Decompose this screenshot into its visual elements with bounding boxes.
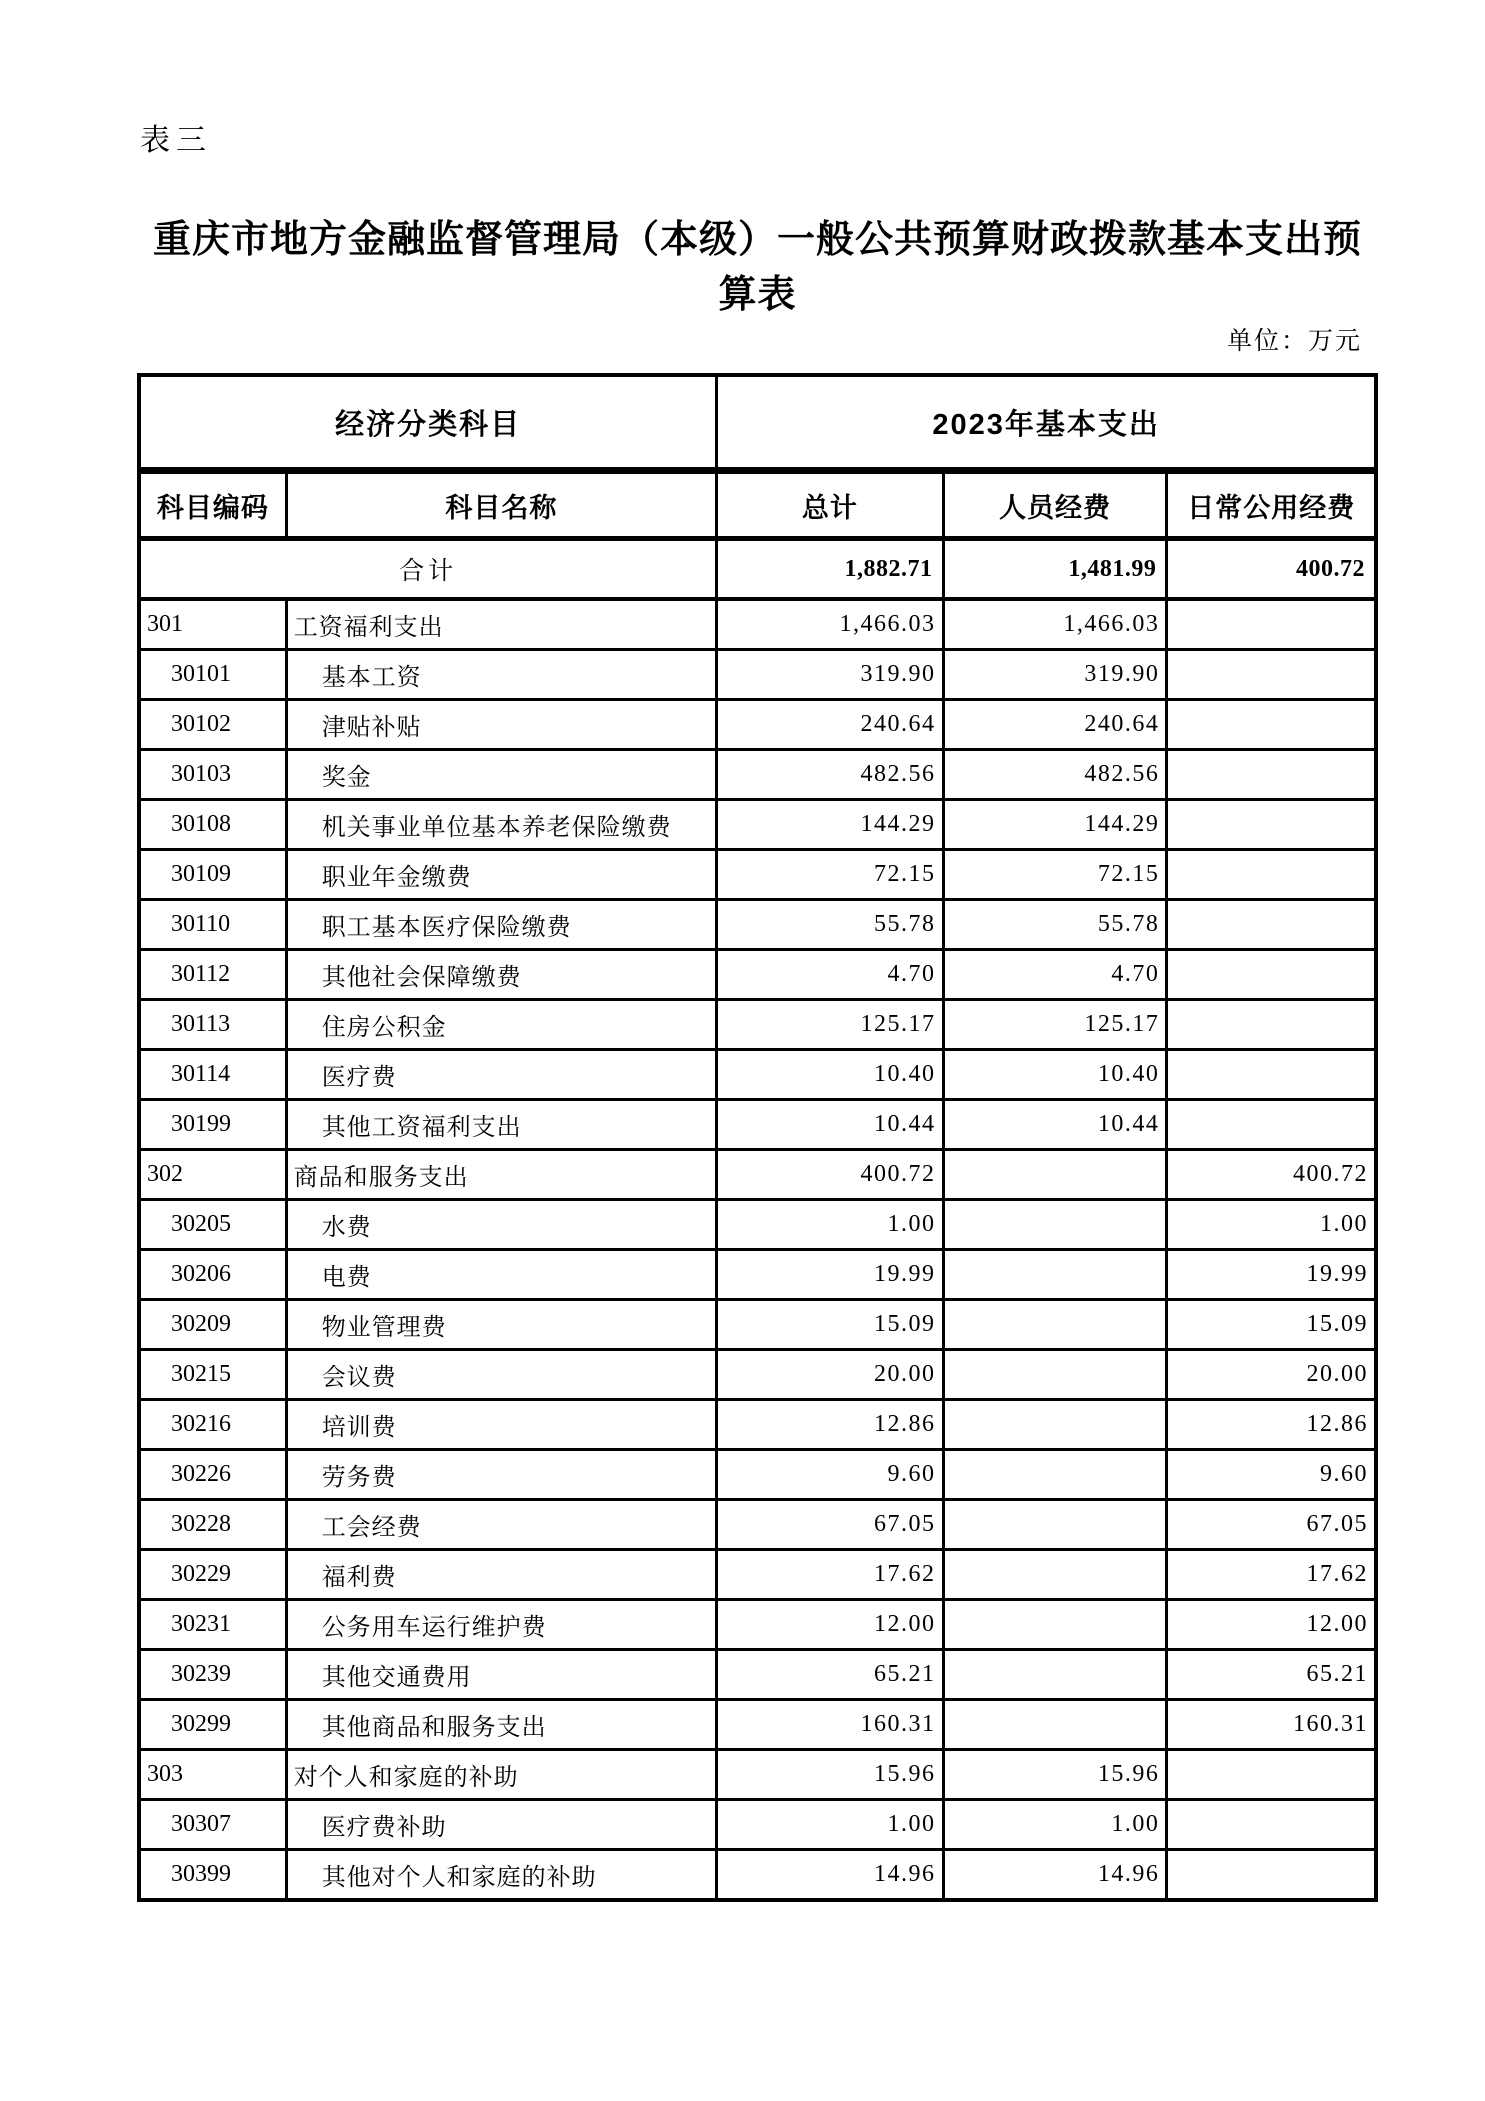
subject-code-cell: 302 (139, 1150, 286, 1200)
total-value-cell: 125.17 (717, 1000, 943, 1050)
col-header-total: 总计 (717, 471, 943, 539)
total-value-cell: 9.60 (717, 1450, 943, 1500)
total-value-cell: 144.29 (717, 800, 943, 850)
daily-value-cell (1167, 750, 1376, 800)
subject-code-cell: 30229 (139, 1550, 286, 1600)
subject-code-cell: 30112 (139, 950, 286, 1000)
daily-value-cell (1167, 850, 1376, 900)
daily-value-cell: 400.72 (1167, 1150, 1376, 1200)
subject-code-cell: 30109 (139, 850, 286, 900)
personnel-value-cell (943, 1250, 1167, 1300)
total-value-cell: 19.99 (717, 1250, 943, 1300)
subject-name-cell: 其他商品和服务支出 (286, 1700, 716, 1750)
table-row (139, 700, 1376, 750)
personnel-value-cell (943, 1550, 1167, 1600)
subject-code-cell: 30226 (139, 1450, 286, 1500)
personnel-value-cell: 319.90 (943, 650, 1167, 700)
personnel-value-cell (943, 1350, 1167, 1400)
daily-value-cell (1167, 599, 1376, 650)
total-value-cell: 160.31 (717, 1700, 943, 1750)
table-row (139, 1400, 1376, 1450)
subject-name-cell: 培训费 (286, 1400, 716, 1450)
subject-name-cell: 基本工资 (286, 650, 716, 700)
personnel-value-cell (943, 1300, 1167, 1350)
subject-code-cell: 30108 (139, 800, 286, 850)
total-value-cell: 14.96 (717, 1850, 943, 1901)
table-row (139, 1000, 1376, 1050)
daily-value-cell (1167, 900, 1376, 950)
subject-code-cell: 30101 (139, 650, 286, 700)
daily-value-cell: 19.99 (1167, 1250, 1376, 1300)
personnel-value-cell: 144.29 (943, 800, 1167, 850)
subject-name-cell: 其他交通费用 (286, 1650, 716, 1700)
total-row-label: 合计 (139, 539, 717, 600)
total-value-cell: 482.56 (717, 750, 943, 800)
personnel-value-cell (943, 1600, 1167, 1650)
total-row (139, 539, 1376, 600)
total-value-cell: 10.40 (717, 1050, 943, 1100)
table-row (139, 1250, 1376, 1300)
subject-name-cell: 其他对个人和家庭的补助 (286, 1850, 716, 1901)
daily-value-cell: 65.21 (1167, 1650, 1376, 1700)
total-value-cell: 1.00 (717, 1200, 943, 1250)
daily-value-cell (1167, 1100, 1376, 1150)
personnel-value-cell (943, 1500, 1167, 1550)
subject-code-cell: 30209 (139, 1300, 286, 1350)
subject-code-cell: 30113 (139, 1000, 286, 1050)
subject-code-cell: 30216 (139, 1400, 286, 1450)
total-value-cell: 12.86 (717, 1400, 943, 1450)
subject-code-cell: 30199 (139, 1100, 286, 1150)
daily-value-cell: 1.00 (1167, 1200, 1376, 1250)
personnel-value-cell: 4.70 (943, 950, 1167, 1000)
subject-name-cell: 商品和服务支出 (286, 1150, 716, 1200)
subject-code-cell: 30239 (139, 1650, 286, 1700)
page-title: 重庆市地方金融监督管理局（本级）一般公共预算财政拨款基本支出预算表 (152, 219, 1362, 316)
table-row (139, 1300, 1376, 1350)
daily-value-cell (1167, 1850, 1376, 1901)
subject-code-cell: 30114 (139, 1050, 286, 1100)
total-value-cell: 65.21 (717, 1650, 943, 1700)
personnel-value-cell (943, 1150, 1167, 1200)
personnel-value-cell (943, 1200, 1167, 1250)
total-value-cell: 1,466.03 (717, 599, 943, 650)
col-header-subject-code: 科目编码 (139, 471, 286, 539)
subject-name-cell: 机关事业单位基本养老保险缴费 (286, 800, 716, 850)
table-row (139, 1600, 1376, 1650)
subject-code-cell: 30110 (139, 900, 286, 950)
total-row-total-value: 1,882.71 (717, 539, 943, 600)
subject-name-cell: 奖金 (286, 750, 716, 800)
subject-name-cell: 其他社会保障缴费 (286, 950, 716, 1000)
personnel-value-cell: 240.64 (943, 700, 1167, 750)
subject-code-cell: 30399 (139, 1850, 286, 1901)
table-sequence-label: 表三 (140, 123, 212, 158)
unit-note: 单位：万元 (1226, 326, 1362, 355)
personnel-value-cell (943, 1650, 1167, 1700)
table-row (139, 1650, 1376, 1700)
subject-code-cell: 30206 (139, 1250, 286, 1300)
total-value-cell: 10.44 (717, 1100, 943, 1150)
total-value-cell: 15.09 (717, 1300, 943, 1350)
subject-code-cell: 301 (139, 599, 286, 650)
subject-code-cell: 30215 (139, 1350, 286, 1400)
personnel-value-cell: 10.40 (943, 1050, 1167, 1100)
subject-name-cell: 职业年金缴费 (286, 850, 716, 900)
total-value-cell: 72.15 (717, 850, 943, 900)
total-row-daily-value: 400.72 (1167, 539, 1376, 600)
subject-code-cell: 30102 (139, 700, 286, 750)
personnel-value-cell (943, 1700, 1167, 1750)
personnel-value-cell: 14.96 (943, 1850, 1167, 1901)
daily-value-cell (1167, 1000, 1376, 1050)
subject-name-cell: 电费 (286, 1250, 716, 1300)
daily-value-cell (1167, 1050, 1376, 1100)
col-header-daily-public-funds: 日常公用经费 (1167, 471, 1376, 539)
daily-value-cell: 12.86 (1167, 1400, 1376, 1450)
table-row (139, 1050, 1376, 1100)
table-row (139, 1500, 1376, 1550)
subject-name-cell: 津贴补贴 (286, 700, 716, 750)
daily-value-cell: 15.09 (1167, 1300, 1376, 1350)
subject-name-cell: 对个人和家庭的补助 (286, 1750, 716, 1800)
subject-name-cell: 福利费 (286, 1550, 716, 1600)
daily-value-cell (1167, 800, 1376, 850)
daily-value-cell: 12.00 (1167, 1600, 1376, 1650)
daily-value-cell: 17.62 (1167, 1550, 1376, 1600)
table-row (139, 599, 1376, 650)
subject-name-cell: 医疗费补助 (286, 1800, 716, 1850)
budget-table (137, 373, 1378, 1902)
total-value-cell: 4.70 (717, 950, 943, 1000)
daily-value-cell: 67.05 (1167, 1500, 1376, 1550)
daily-value-cell (1167, 1800, 1376, 1850)
daily-value-cell: 160.31 (1167, 1700, 1376, 1750)
table-row (139, 1150, 1376, 1200)
group-header-2023-basic-expenditure: 2023年基本支出 (717, 375, 1376, 471)
total-value-cell: 400.72 (717, 1150, 943, 1200)
total-value-cell: 20.00 (717, 1350, 943, 1400)
total-row-personnel-value: 1,481.99 (943, 539, 1167, 600)
personnel-value-cell (943, 1450, 1167, 1500)
table-row (139, 1450, 1376, 1500)
subject-name-cell: 其他工资福利支出 (286, 1100, 716, 1150)
personnel-value-cell: 1,466.03 (943, 599, 1167, 650)
subject-code-cell: 30228 (139, 1500, 286, 1550)
subject-name-cell: 物业管理费 (286, 1300, 716, 1350)
subject-code-cell: 30299 (139, 1700, 286, 1750)
personnel-value-cell: 10.44 (943, 1100, 1167, 1150)
subject-name-cell: 工资福利支出 (286, 599, 716, 650)
total-value-cell: 15.96 (717, 1750, 943, 1800)
daily-value-cell (1167, 650, 1376, 700)
table-row (139, 1750, 1376, 1800)
total-value-cell: 240.64 (717, 700, 943, 750)
subject-name-cell: 职工基本医疗保险缴费 (286, 900, 716, 950)
total-value-cell: 319.90 (717, 650, 943, 700)
subject-code-cell: 303 (139, 1750, 286, 1800)
table-row (139, 1100, 1376, 1150)
subject-name-cell: 医疗费 (286, 1050, 716, 1100)
table-row (139, 950, 1376, 1000)
total-value-cell: 1.00 (717, 1800, 943, 1850)
personnel-value-cell (943, 1400, 1167, 1450)
table-row (139, 900, 1376, 950)
group-header-row (139, 375, 1376, 471)
table-row (139, 800, 1376, 850)
subject-code-cell: 30103 (139, 750, 286, 800)
table-row (139, 1800, 1376, 1850)
daily-value-cell (1167, 950, 1376, 1000)
subject-code-cell: 30307 (139, 1800, 286, 1850)
subject-name-cell: 水费 (286, 1200, 716, 1250)
subject-name-cell: 住房公积金 (286, 1000, 716, 1050)
col-header-personnel-funds: 人员经费 (943, 471, 1167, 539)
personnel-value-cell: 482.56 (943, 750, 1167, 800)
table-row (139, 1550, 1376, 1600)
daily-value-cell (1167, 700, 1376, 750)
subject-name-cell: 会议费 (286, 1350, 716, 1400)
total-value-cell: 67.05 (717, 1500, 943, 1550)
column-header-row (139, 471, 1376, 539)
subject-name-cell: 工会经费 (286, 1500, 716, 1550)
subject-name-cell: 劳务费 (286, 1450, 716, 1500)
total-value-cell: 17.62 (717, 1550, 943, 1600)
subject-code-cell: 30205 (139, 1200, 286, 1250)
table-row (139, 650, 1376, 700)
personnel-value-cell: 72.15 (943, 850, 1167, 900)
table-row (139, 1200, 1376, 1250)
personnel-value-cell: 1.00 (943, 1800, 1167, 1850)
personnel-value-cell: 15.96 (943, 1750, 1167, 1800)
subject-code-cell: 30231 (139, 1600, 286, 1650)
table-row (139, 1850, 1376, 1901)
personnel-value-cell: 125.17 (943, 1000, 1167, 1050)
total-value-cell: 55.78 (717, 900, 943, 950)
table-row (139, 1700, 1376, 1750)
personnel-value-cell: 55.78 (943, 900, 1167, 950)
subject-name-cell: 公务用车运行维护费 (286, 1600, 716, 1650)
table-row (139, 750, 1376, 800)
daily-value-cell (1167, 1750, 1376, 1800)
col-header-subject-name: 科目名称 (286, 471, 716, 539)
total-value-cell: 12.00 (717, 1600, 943, 1650)
daily-value-cell: 20.00 (1167, 1350, 1376, 1400)
table-row (139, 1350, 1376, 1400)
table-row (139, 850, 1376, 900)
daily-value-cell: 9.60 (1167, 1450, 1376, 1500)
group-header-economic-classification: 经济分类科目 (139, 375, 717, 471)
